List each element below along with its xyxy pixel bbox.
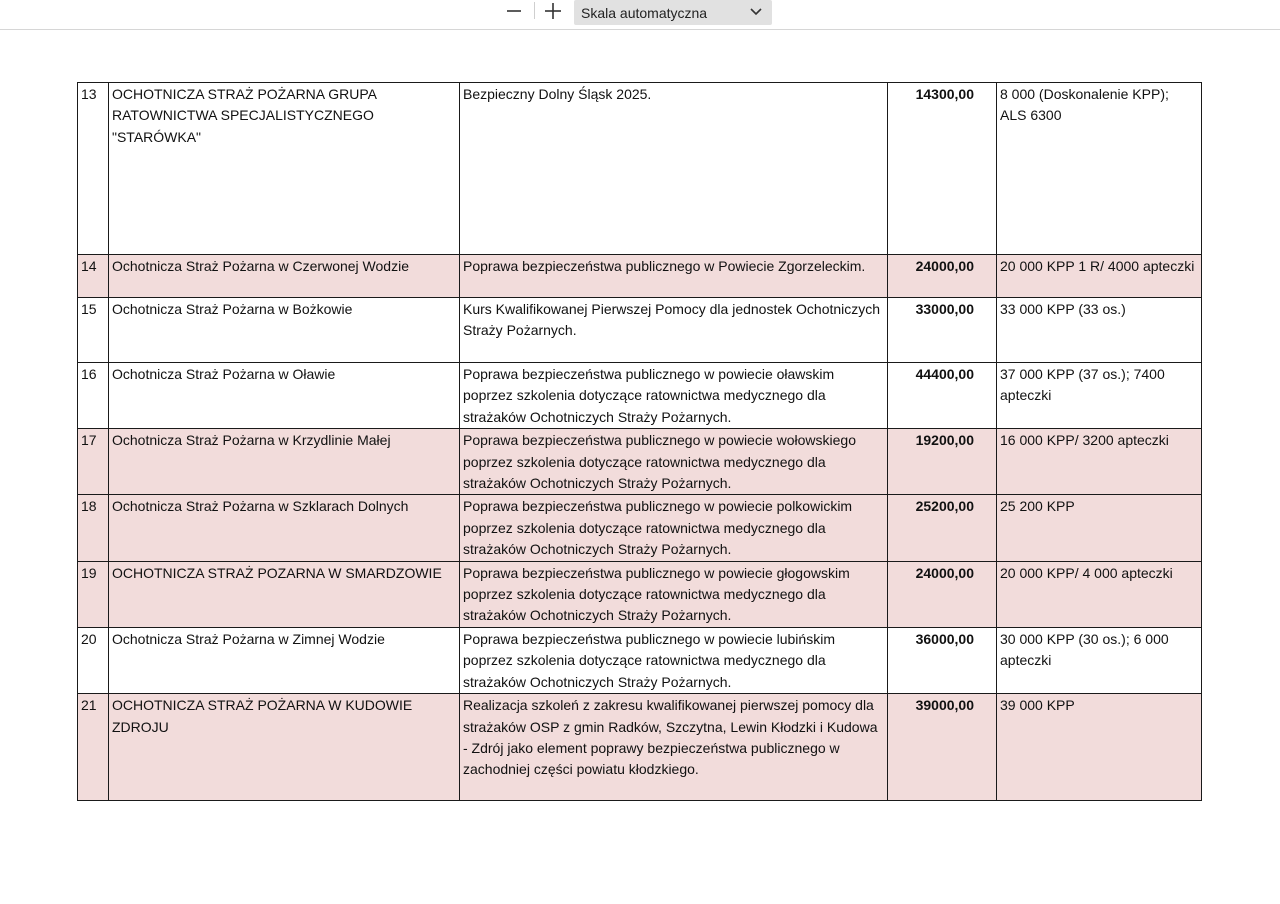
table-row [78,627,1202,693]
organization-cell: Ochotnicza Straż Pożarna w Czerwonej Wodzie [109,255,460,298]
project-title-cell: Poprawa bezpieczeństwa publicznego w powiecie lubińskim poprzez szkolenia dotyczące ratownictwa medycznego dla strażaków Ochotniczych Straży Pożarnych. [460,627,888,693]
amount-cell: 24000,00 [888,255,997,298]
document-page [0,30,1280,904]
scale-select-value: Skala automatyczna [581,4,708,21]
table-row [78,495,1202,561]
row-number-cell: 20 [78,627,109,693]
notes-cell: 16 000 KPP/ 3200 apteczki [997,429,1202,495]
notes-cell: 20 000 KPP/ 4 000 apteczki [997,561,1202,627]
organization-cell: Ochotnicza Straż Pożarna w Oławie [109,363,460,429]
plus-icon [544,2,562,20]
organization-cell: Ochotnicza Straż Pożarna w Szklarach Dolnych [109,495,460,561]
row-number-cell: 21 [78,694,109,801]
amount-cell: 36000,00 [888,627,997,693]
organization-cell: OCHOTNICZA STRAŻ POZARNA W SMARDZOWIE [109,561,460,627]
organization-cell: Ochotnicza Straż Pożarna w Zimnej Wodzie [109,627,460,693]
chevron-down-icon [750,7,762,16]
table-row [78,561,1202,627]
notes-cell: 33 000 KPP (33 os.) [997,298,1202,363]
row-number-cell: 14 [78,255,109,298]
amount-cell: 24000,00 [888,561,997,627]
project-title-cell: Bezpieczny Dolny Śląsk 2025. [460,83,888,255]
project-title-cell: Realizacja szkoleń z zakresu kwalifikowanej pierwszej pomocy dla strażaków OSP z gmin Radków, Szczytna, Lewin Kłodzki i Kudowa - Zdrój jako element poprawy bezpieczeństwa publicznego w zachodniej części powiatu kłodzkiego. [460,694,888,801]
notes-cell: 20 000 KPP 1 R/ 4000 apteczki [997,255,1202,298]
table-row [78,694,1202,801]
amount-cell: 14300,00 [888,83,997,255]
notes-cell: 30 000 KPP (30 os.); 6 000 apteczki [997,627,1202,693]
table-row [78,83,1202,255]
project-title-cell: Poprawa bezpieczeństwa publicznego w powiecie wołowskiego poprzez szkolenia dotyczące ratownictwa medycznego dla strażaków Ochotniczych Straży Pożarnych. [460,429,888,495]
row-number-cell: 16 [78,363,109,429]
row-number-cell: 17 [78,429,109,495]
row-number-cell: 19 [78,561,109,627]
scale-select[interactable] [574,0,772,25]
organization-cell: Ochotnicza Straż Pożarna w Krzydlinie Małej [109,429,460,495]
amount-cell: 44400,00 [888,363,997,429]
row-number-cell: 13 [78,83,109,255]
notes-cell: 39 000 KPP [997,694,1202,801]
row-number-cell: 18 [78,495,109,561]
organization-cell: Ochotnicza Straż Pożarna w Bożkowie [109,298,460,363]
project-title-cell: Poprawa bezpieczeństwa publicznego w powiecie oławskim poprzez szkolenia dotyczące ratownictwa medycznego dla strażaków Ochotniczych Straży Pożarnych. [460,363,888,429]
amount-cell: 33000,00 [888,298,997,363]
minus-icon [506,3,522,19]
notes-cell: 37 000 KPP (37 os.); 7400 apteczki [997,363,1202,429]
project-title-cell: Poprawa bezpieczeństwa publicznego w Powiecie Zgorzeleckim. [460,255,888,298]
table-row [78,363,1202,429]
zoom-in-button[interactable] [538,0,568,22]
project-title-cell: Poprawa bezpieczeństwa publicznego w powiecie głogowskim poprzez szkolenia dotyczące ratownictwa medycznego dla strażaków Ochotniczych Straży Pożarnych. [460,561,888,627]
notes-cell: 8 000 (Doskonalenie KPP); ALS 6300 [997,83,1202,255]
table-row [78,429,1202,495]
toolbar-separator [534,2,535,19]
grants-table [77,82,1202,801]
notes-cell: 25 200 KPP [997,495,1202,561]
pdf-toolbar [0,0,1280,30]
project-title-cell: Kurs Kwalifikowanej Pierwszej Pomocy dla jednostek Ochotniczych Straży Pożarnych. [460,298,888,363]
amount-cell: 19200,00 [888,429,997,495]
organization-cell: OCHOTNICZA STRAŻ POŻARNA GRUPA RATOWNICTWA SPECJALISTYCZNEGO "STARÓWKA" [109,83,460,255]
table-row [78,255,1202,298]
zoom-out-button[interactable] [499,0,529,22]
row-number-cell: 15 [78,298,109,363]
organization-cell: OCHOTNICZA STRAŻ POŻARNA W KUDOWIE ZDROJU [109,694,460,801]
amount-cell: 39000,00 [888,694,997,801]
project-title-cell: Poprawa bezpieczeństwa publicznego w powiecie polkowickim poprzez szkolenia dotyczące ratownictwa medycznego dla strażaków Ochotniczych Straży Pożarnych. [460,495,888,561]
table-row [78,298,1202,363]
amount-cell: 25200,00 [888,495,997,561]
